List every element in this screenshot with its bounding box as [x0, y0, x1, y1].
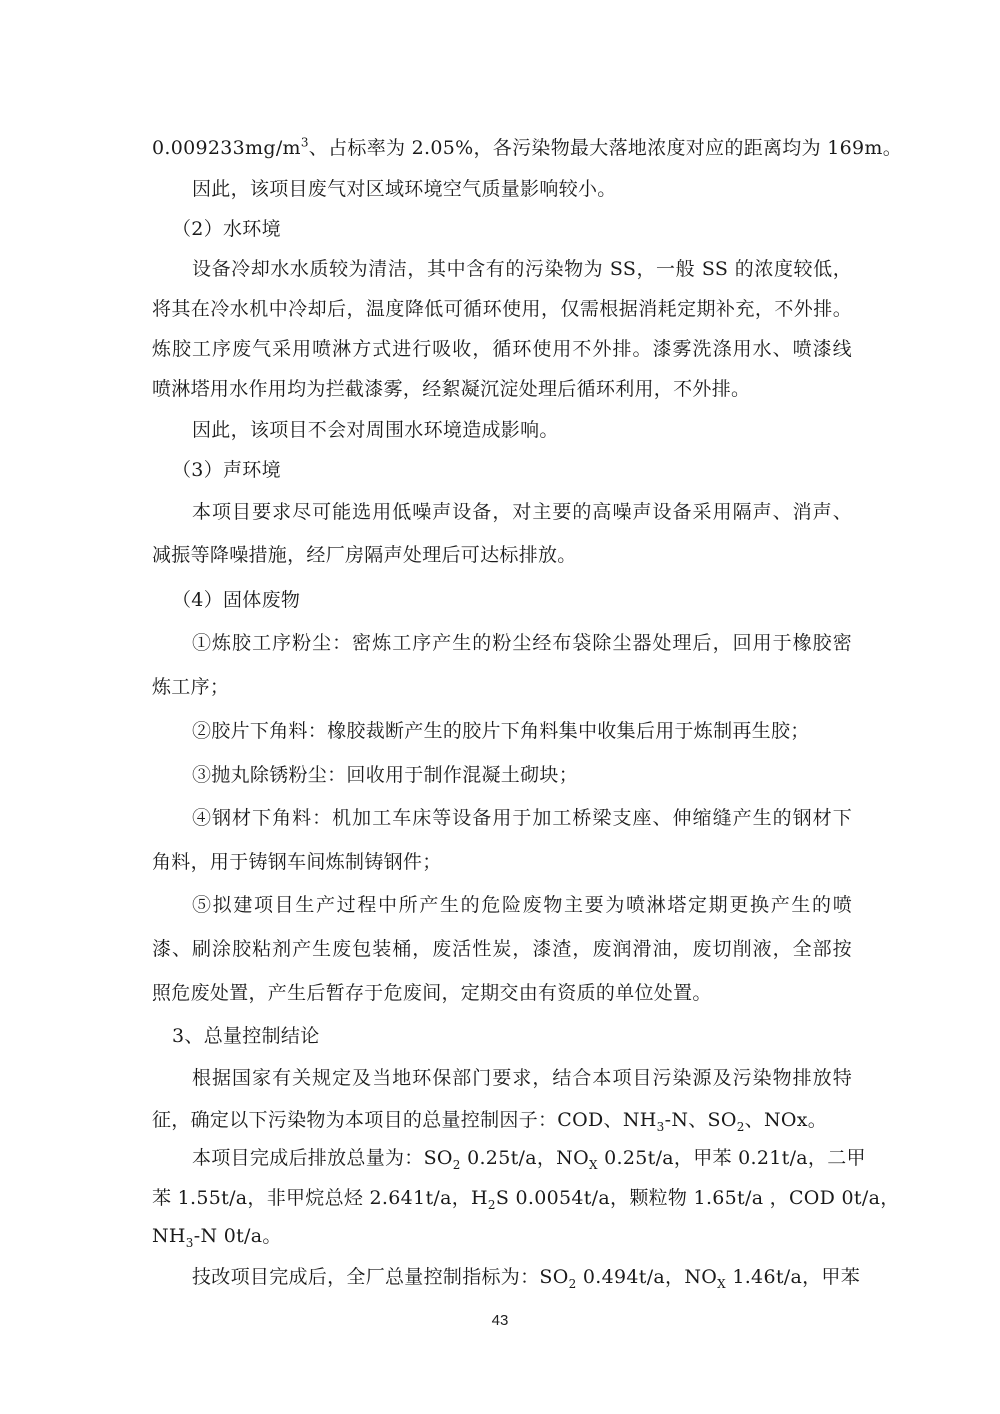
text-segment: 0.494t/a，NO: [576, 1266, 718, 1288]
text-segment: 苯 1.55t/a，非甲烷总烃 2.641t/a，H: [152, 1187, 488, 1209]
section-heading: 3、总量控制结论: [172, 1025, 320, 1047]
subscript: 2: [452, 1157, 461, 1172]
list-item: ①炼胶工序粉尘：密炼工序产生的粉尘经布袋除尘器处理后，回用于橡胶密: [192, 632, 852, 654]
list-item: ④钢材下角料：机加工车床等设备用于加工桥梁支座、伸缩缝产生的钢材下: [192, 807, 852, 829]
section-heading: （2）水环境: [172, 218, 281, 240]
subscript: 3: [185, 1235, 194, 1250]
paragraph-line: [192, 1146, 866, 1172]
paragraph-line: 因此，该项目废气对区域环境空气质量影响较小。: [192, 178, 617, 200]
text-segment: -N 0t/a。: [193, 1225, 282, 1247]
list-item-continuation: 照危废处置，产生后暂存于危废间，定期交由有资质的单位处置。: [152, 982, 712, 1004]
text-segment: 、占标率为 2.05%，各污染物最大落地浓度对应的距离均为 169m。: [308, 137, 903, 159]
paragraph-line: 根据国家有关规定及当地环保部门要求，结合本项目污染源及污染物排放特: [192, 1067, 852, 1089]
subscript: 2: [568, 1276, 577, 1291]
list-item: ②胶片下角料：橡胶裁断产生的胶片下角料集中收集后用于炼制再生胶；: [192, 720, 810, 742]
text-segment: S 0.0054t/a，颗粒物 1.65t/a ，COD 0t/a，: [495, 1187, 900, 1209]
list-item-continuation: 炼工序；: [152, 676, 230, 698]
text-segment: -N、SO: [664, 1109, 737, 1131]
paragraph-line: 本项目要求尽可能选用低噪声设备，对主要的高噪声设备采用隔声、消声、: [192, 501, 852, 523]
text-segment: 本项目完成后排放总量为：SO: [192, 1147, 453, 1169]
paragraph-line: [192, 1265, 860, 1291]
paragraph-line: 因此，该项目不会对周围水环境造成影响。: [192, 419, 559, 441]
text-segment: 、NOx。: [744, 1109, 828, 1131]
subscript: 2: [487, 1197, 496, 1212]
list-item-continuation: 漆、刷涂胶粘剂产生废包装桶，废活性炭，漆渣，废润滑油，废切削液，全部按: [152, 938, 852, 960]
section-heading: （3）声环境: [172, 459, 281, 481]
section-heading: （4）固体废物: [172, 589, 301, 611]
subscript: X: [588, 1157, 598, 1172]
paragraph-line: 炼胶工序废气采用喷淋方式进行吸收，循环使用不外排。漆雾洗涤用水、喷漆线: [152, 338, 852, 360]
list-item: ⑤拟建项目生产过程中所产生的危险废物主要为喷淋塔定期更换产生的喷: [192, 894, 852, 916]
list-item: ③抛丸除锈粉尘：回收用于制作混凝土砌块；: [192, 764, 579, 786]
paragraph-line: 减振等降噪措施，经厂房隔声处理后可达标排放。: [152, 544, 577, 566]
paragraph-line: [152, 135, 903, 160]
text-segment: NH: [152, 1225, 186, 1247]
subscript: 2: [736, 1119, 745, 1134]
paragraph-line: [152, 1186, 900, 1212]
page-number: 43: [491, 1312, 509, 1329]
text-segment: 0.009233mg/m: [152, 137, 301, 159]
subscript: 3: [656, 1119, 665, 1134]
paragraph-line: 设备冷却水水质较为清洁，其中含有的污染物为 SS，一般 SS 的浓度较低，: [192, 258, 852, 280]
text-segment: 0.25t/a，甲苯 0.21t/a，二甲: [597, 1147, 866, 1169]
list-item-continuation: 角料，用于铸钢车间炼制铸钢件；: [152, 851, 442, 873]
text-segment: 征，确定以下污染物为本项目的总量控制因子：COD、NH: [152, 1109, 657, 1131]
paragraph-line: 将其在冷水机中冷却后，温度降低可循环使用，仅需根据消耗定期补充，不外排。: [152, 298, 852, 320]
subscript: X: [717, 1276, 726, 1291]
paragraph-line: [152, 1224, 852, 1248]
paragraph-line: [152, 1108, 852, 1132]
paragraph-line: 喷淋塔用水作用均为拦截漆雾，经絮凝沉淀处理后循环利用，不外排。: [152, 378, 751, 400]
text-segment: 1.46t/a，甲苯: [725, 1266, 860, 1288]
superscript: 3: [300, 135, 309, 150]
text-segment: 技改项目完成后，全厂总量控制指标为：SO: [192, 1266, 569, 1288]
text-segment: 0.25t/a，NO: [460, 1147, 589, 1169]
